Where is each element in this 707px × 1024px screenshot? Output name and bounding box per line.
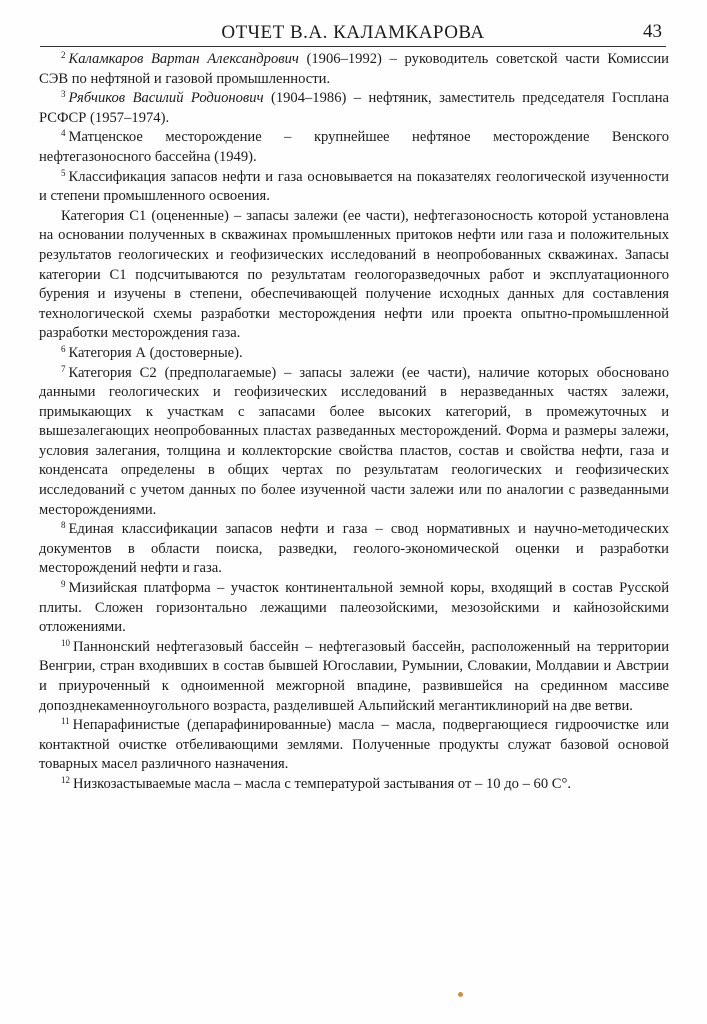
endnote xyxy=(39,128,669,167)
note-number: 12 xyxy=(61,774,70,785)
note-number: 10 xyxy=(61,637,70,648)
endnotes xyxy=(39,50,669,795)
note-text: Единая классификации запасов нефти и газа – свод нормативных и научно-методических документов в области поиска, разведки, геолого-экономической оценки и разработки месторождений нефти и газа. xyxy=(39,521,669,577)
running-header xyxy=(40,20,666,47)
ink-speck xyxy=(458,992,463,997)
endnote xyxy=(39,344,669,364)
note-text: Матценское месторождение – крупнейшее нефтяное месторождение Венского нефтегазоносного бассейна (1949). xyxy=(39,129,669,165)
endnote xyxy=(39,579,669,638)
header-title: ОТЧЕТ В.А. КАЛАМКАРОВА xyxy=(221,22,485,43)
note-text: Классификация запасов нефти и газа основывается на показателях геологической изученности и степени промышленного освоения. xyxy=(39,168,669,205)
endnote xyxy=(39,50,669,89)
note-number: 4 xyxy=(61,128,66,139)
endnote xyxy=(39,638,669,716)
note-number: 11 xyxy=(61,716,70,727)
endnote xyxy=(39,89,669,128)
endnote xyxy=(39,716,669,775)
endnote xyxy=(39,364,669,521)
note-number: 9 xyxy=(61,579,66,590)
page-number: 43 xyxy=(643,21,662,42)
note-text: Категория А (достоверные). xyxy=(68,344,243,361)
note-number: 7 xyxy=(61,363,66,374)
note-text: Низкозастываемые масла – масла с температурой застывания от – 10 до – 60 С°. xyxy=(73,775,572,792)
endnote xyxy=(39,775,669,795)
note-text: (1906–1992) – руководитель советской части Комиссии СЭВ по нефтяной и газовой промышленности. xyxy=(39,51,669,87)
note-text: Паннонский нефтегазовый бассейн – нефтегазовый бассейн, расположенный на территории Венгрии, стран входивших в состав бывшей Югославии, Румынии, Словакии, Молдавии и Австрии и приуроченный к одноименной межгорной впадине, развившейся на срединном массиве допозднекаменноугольного возраста, разделившей Альпийский мегантиклинорий на две ветви. xyxy=(39,638,669,714)
note-number: 8 xyxy=(61,520,66,531)
note-text: (1904–1986) – нефтяник, заместитель председателя Госплана РСФСР (1957–1974). xyxy=(39,90,669,126)
endnote xyxy=(39,168,669,207)
note-text: Непарафинистые (депарафинированные) масла – масла, подвергающиеся гидроочистке или контактной очистке отбеливающими землями. Полученные продукты служат базовой основой товарных масел различного назначения. xyxy=(39,717,669,773)
note-number: 6 xyxy=(61,343,66,354)
note-number: 5 xyxy=(61,167,66,178)
note-number: 2 xyxy=(61,50,66,60)
note-text: Категория С2 (предполагаемые) – запасы залежи (ее части), наличие которых обосновано данными геологических и геофизических исследований в неразведанных частях залежи, примыкающих к участкам с запасами более высоких категорий, в промежуточных и вышезалегающих неопробованных пластах разведанных месторождений. Форма и размеры залежи, условия залегания, толщина и коллекторские свойства пластов, состав и свойства нефти, газа и конденсата определены в общих чертах по результатам геологических и геофизических исследований с учетом данных по более изученной части залежи или по аналогии с разведанными месторождениями. xyxy=(39,364,669,518)
note-person-name: Рябчиков Василий Родионович xyxy=(68,90,264,107)
endnote xyxy=(39,520,669,579)
note-person-name: Каламкаров Вартан Александрович xyxy=(68,51,299,67)
endnote-continuation xyxy=(39,207,669,344)
note-text: Категория С1 (оцененные) – запасы залежи (ее части), нефтегазоносность которой установлена на основании полученных в скважинах промышленных притоков нефти или газа и положительных результатов геологических и геофизических исследований в неопробованных скважинах. Запасы категории С1 подсчитываются по результатам геологоразведочных работ и эксплуатационного бурения и изучены в степени, обеспечивающей получение исходных данных для составления технологической схемы разработки месторождения нефти или проекта опытно-промышленной разработки месторождения газа. xyxy=(39,207,669,342)
note-text: Мизийская платформа – участок континентальной земной коры, входящий в состав Русской плиты. Сложен горизонтально лежащими палеозойскими, мезозойскими и кайнозойскими отложениями. xyxy=(39,580,669,636)
note-number: 3 xyxy=(61,89,66,100)
